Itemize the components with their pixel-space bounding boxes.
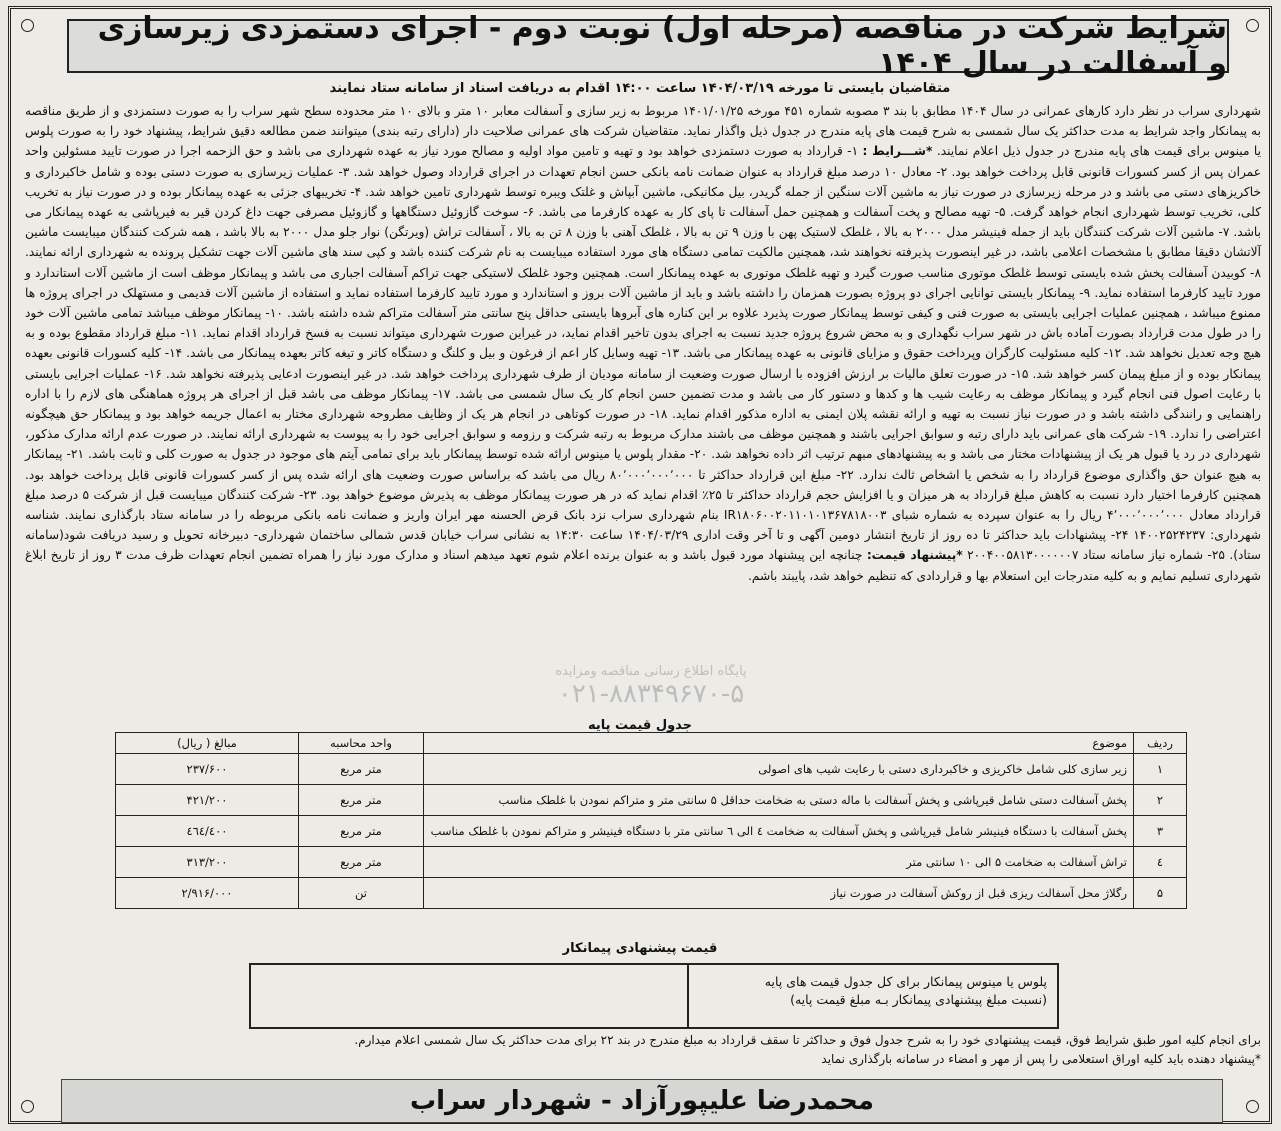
offer-value-field[interactable]	[251, 965, 687, 1027]
signature-text: محمدرضا علیپورآزاد - شهردار سراب	[409, 1086, 875, 1116]
watermark-line1: پایگاه اطلاع رسانی مناقصه ومزایده	[555, 664, 747, 679]
footer-notes	[25, 1031, 1261, 1069]
row-number: ۱	[1134, 754, 1187, 785]
row-number: ۳	[1134, 816, 1187, 847]
row-subject: پخش آسفالت با دستگاه فینیشر شامل قیرپاشی و پخش آسفالت به ضخامت ٤ الی ٦ سانتی متر با دستگاه فینیشر و متراکم نمودن با غلطک مناسب	[424, 816, 1134, 847]
watermark	[451, 664, 851, 709]
offer-label	[687, 965, 1057, 1027]
row-number: ۵	[1134, 878, 1187, 909]
table-header-row	[116, 733, 1187, 754]
conditions-text: ۱- قرارداد به صورت دستمزدی خواهد بود و تهیه و تامین مواد اولیه و مصالح مورد نیاز به عهده شهرداری می باشد و حق الزحمه اجرا در صورت تایید مسئولین واحد عمران پس از کسر کسورات قانونی قابل پرداخت خواهد بود. ۲- معادل ۱۰ درصد مبلغ قرارداد به عنوان ضمانت نامه بانکی حسن انجام تعهدات در اجرای قرارداد وصول خواهد شد. ۳- عملیات زیرسازی به صورت دستی بوده و شامل خاکبرداری و خاکریزهای دستی می باشد و در مرحله زیرسازی در صورت نیاز به ماشین آلات سنگین از جمله گریدر، بیل مکانیکی، ماشین آبپاش و غلتک ویبره توسط شهرداری تامین خواهد شد. ۴- تخریبهای جزئی به عهده پیمانکار بوده و در صورت نیاز به تخریب کلی، تخریب توسط شهرداری انجام خواهد گرفت. ۵- تهیه مصالح و پخت آسفالت و همچنین حمل آسفالت تا پای کار به عهده کارفرما می باشد. ۶- سوخت گازوئیل دستگاهها و گازوئیل مصرفی جهت داغ کردن قیر به فیرپاشی به عهده پیمانکار می باشد. ۷- ماشین آلات شرکت کنندگان باید از جمله فینیشر مدل ۲۰۰۰ به بالا ، غلطک لاستیک پهن با وزن ۹ تن به بالا ، غلطک آهنی با وزن ۸ تن به بالا ، آسفالت تراش (ویرتگن) نوار جلو مدل ۲۰۰۰ به بالا باشد ، همه شرکت کنندگان میبایست ماشین آلاتشان دقیقا مطابق با مشخصات اعلامی باشد، در غیر اینصورت پذیرفته نخواهند شد، همچنین مالکیت تمامی دستگاه های مورد استفاده میبایست به نام شرکت کننده باشد و کپی سند های ماشین آلات جهت تشکیل پرونده به شهرداری ارائه نمایند. ۸- کوبیدن آسفالت پخش شده بایستی توسط غلطک موتوری مناسب صورت گیرد و تهیه غلطک موتوری به عهده پیمانکار است. همچنین وجود غلطک لاستیکی جهت تراکم آسفالت اجباری می باشد و پیمانکار موظف است از ماشین آلات استاندارد و مورد تایید کارفرما استفاده نماید. ۹- پیمانکار بایستی توانایی اجرای دو پروژه بصورت همزمان را داشته باشد و باید از ماشین آلات بروز و استاندارد و مورد تایید کارفرما استفاده نماید و استفاده از ماشین آلات قدیمی و مستهلک در اجرای پروژه ها ممنوع میباشد ، همچنین عملیات اجرایی بایستی به صورت فنی و کیفی توسط پیمانکار صورت پذیرد علاوه بر این کناره های آبروها بایستی حداقل پنج سانتی متر آسفالت متراکم شده داشته باشد. ۱۰- پیمانکار موظف میباشد تمامی ماشین آلات خود را در طول مدت قرارداد بصورت آماده باش در شهر سراب نگهداری و به محض شروع پروژه جدید نسبت به اجرای بدون تاخیر اقدام نماید، در غیراین صورت شهرداری میتواند نسبت به فسخ قرارداد اقدام نماید. ۱۱- مبلغ قرارداد مقطوع بوده و به هیچ وجه تعدیل نخواهد شد. ۱۲- کلیه مسئولیت کارگران وپرداخت حقوق و مزایای قانونی به عهده پیمانکار می باشد. ۱۳- تهیه وسایل کار اعم از فرغون و بیل و کلنگ و دستگاه کاتر و تیغه کاتر بعهده پیمانکار می باشد. ۱۴- کلیه کسورات قانونی بعهده پیمانکار بوده و از مبلغ پیمان کسر خواهد شد. ۱۵- در صورت تعلق مالیات بر ارزش افزوده با ارسال صورت وضعیت از سامانه مودیان از طرف شهرداری پرداخت خواهد شد. در غیر اینصورت ادعایی پذیرفته نخواهد شد. ۱۶- عملیات اجرایی بایستی با رعایت اصول فنی انجام گیرد و پیمانکار موظف به رعایت شیب ها و کدها و دستور کار می باشد و مدت تضمین حسن انجام کار یک سال شمسی می باشد. ۱۷- پیمانکار موظف می باشد قبل از اجرای هر پروژه هماهنگی های لازم را با اداره راهنمایی و رانندگی داشته باشد و در صورت نیاز نسبت به تهیه و ارائه نقشه پلان ایمنی به اداره مذکور اقدام نماید. ۱۸- در صورت کوتاهی در انجام هر یک از وظایف مطروحه شهرداری مختار به اعمال جریمه خواهد بود و پیمانکار حق هیچگونه اعتراضی را ندارد. ۱۹- شرکت های عمرانی باید دارای رتبه و سوابق اجرایی باشند و همچنین موظف می باشند مدارک مربوط به رتبه شرکت و رزومه و سوابق اجرایی خود را به پیوست به شهرداری ارائه نمایند. در صورت عدم ارائه مدارک مذکور، شهرداری در رد یا قبول هر یک از پیشنهادات مختار می باشد و به پیشنهادهای مبهم ترتیب اثر داده نخواهد شد. ۲۰- مقدار پلوس یا مینوس ارائه شده توسط پیمانکار باید برای تمامی آیتم های موجود در جدول به صورت کلی و ثابت باشد. ۲۱- پیمانکار به هیچ عنوان حق واگذاری موضوع قرارداد را به شخص یا اشخاص ثالث ندارد. ۲۲- مبلغ این قرارداد حداکثر تا ۸۰٬۰۰۰٬۰۰۰٬۰۰۰ ریال می باشد که براساس صورت وضعیت های ارائه شده پس از کسر کسورات قانونی قابل پرداخت خواهد بود. همچنین کارفرما اختیار دارد نسبت به کاهش مبلغ قرارداد به هر میزان و یا افزایش حجم قرارداد حداکثر تا ۲۵٪ اقدام نماید که در هر صورت پیمانکار موظف به پذیرش موضوع خواهد بود. ۲۳- شرکت کنندگان میبایست قبل از شرکت ۵ درصد مبلغ قرارداد معادل ۴٬۰۰۰٬۰۰۰٬۰۰۰ ریال را به عنوان سپرده به شماره شبای IR۱۸۰۶۰۰۲۰۱۱۰۱۰۱۳۶۷۸۱۸۰۰۳ بنام شهرداری سراب نزد بانک قرض الحسنه مهر ایران واریز و ضمانت نامه بانکی مربوطه را در سامانه ستاد بارگذاری نمایند. شناسه شهرداری: ۱۴۰۰۲۵۲۴۲۳۷ ۲۴- پیشنهادات باید حداکثر تا ده روز از تاریخ انتشار دومین آگهی و تا آخر وقت اداری ۱۴۰۴/۰۳/۲۹ ساعت ۱۴:۳۰ به نشانی سراب خیابان قدس شمالی ساختمان شهرداری- دبیرخانه تحویل و رسید دریافت شود(سامانه ستاد). ۲۵- شماره نیاز سامانه ستاد ۲۰۰۴۰۰۵۸۱۳۰۰۰۰۰۰۷	[25, 144, 1262, 563]
watermark-phone: ۰۲۱-۸۸۳۴۹۶۷۰-۵	[557, 679, 745, 709]
offer-label-line1: پلوس یا مینوس پیمانکار برای کل جدول قیمت های پایه	[764, 974, 1047, 989]
row-unit: متر مربع	[299, 785, 424, 816]
row-unit: متر مربع	[299, 754, 424, 785]
proposal-text: چنانچه این پیشنهاد مورد قبول باشد و به عنوان برنده اعلام شوم تعهد میدهم اسناد و مدارک مورد نیاز را همراه تضمین انجام تعهدات ظرف مدت ۳ روز از تاریخ ابلاغ شهرداری تسلیم نمایم و به کلیه مندرجات این استعلام بها و قراردادی که تنظیم خواهد شد، پایبند باشم.	[25, 548, 1261, 583]
header-amount: مبالغ ( ریال)	[116, 733, 299, 754]
row-subject: رگلاژ محل آسفالت ریزی قبل از روکش آسفالت در صورت نیاز	[424, 878, 1134, 909]
table-row	[116, 754, 1187, 785]
footer-line1: برای انجام کلیه امور طبق شرایط فوق، قیمت پیشنهادی خود را به شرح جدول فوق و حداکثر تا سقف قرارداد به مبلغ مندرج در بند ۲۲ برای مدت حداکثر یک سال شمسی اعلام میدارم.	[354, 1033, 1261, 1047]
table-row	[116, 847, 1187, 878]
price-table-title: جدول قیمت پایه	[587, 718, 693, 733]
row-amount: ۲/۹۱۶/۰۰۰	[116, 878, 299, 909]
row-amount: ۴۲۱/۲۰۰	[116, 785, 299, 816]
row-unit: متر مربع	[299, 847, 424, 878]
row-subject: تراش آسفالت به ضخامت ۵ الی ۱۰ سانتی متر	[424, 847, 1134, 878]
row-subject: پخش آسفالت دستی شامل قیرپاشی و پخش آسفالت با ماله دستی به ضخامت حداقل ۵ سانتی متر و متراکم نمودن با غلطک مناسب	[424, 785, 1134, 816]
row-unit: متر مربع	[299, 816, 424, 847]
ornament-circle-icon	[1246, 19, 1259, 32]
deadline-subtitle: متقاضیان بایستی تا مورخه ۱۴۰۴/۰۳/۱۹ ساعت ۱۴:۰۰ اقدام به دریافت اسناد از سامانه ستاد نمایند	[329, 81, 951, 96]
price-table	[115, 732, 1187, 909]
footer-line2: *پیشنهاد دهنده باید کلیه اوراق استعلامی را پس از مهر و امضاء در سامانه بارگذاری نماید	[821, 1052, 1261, 1066]
row-amount: ۳۱۳/۲۰۰	[116, 847, 299, 878]
header-row-number: ردیف	[1134, 733, 1187, 754]
ornament-circle-icon	[1246, 1100, 1259, 1113]
signature-bar	[61, 1079, 1223, 1123]
table-row	[116, 878, 1187, 909]
ornament-circle-icon	[21, 1100, 34, 1113]
row-subject: زیر سازی کلی شامل خاکریزی و خاکبرداری دستی با رعایت شیب های اصولی	[424, 754, 1134, 785]
row-amount: ۲۳۷/۶۰۰	[116, 754, 299, 785]
proposal-label: *پیشنهاد قیمت:	[866, 548, 963, 563]
header-unit: واحد محاسبه	[299, 733, 424, 754]
title-banner	[67, 11, 1229, 81]
row-number: ٤	[1134, 847, 1187, 878]
page-title: شرایط شرکت در مناقصه (مرحله اول) نوبت دوم - اجرای دستمزدی زیرسازی و آسفالت در سال ۱۴۰۴	[97, 11, 1227, 81]
intro-paragraph: شهرداری سراب در نظر دارد کارهای عمرانی در سال ۱۴۰۴ مطابق با بند ۳ مصوبه شماره ۴۵۱ مورخه ۱۴۰۱/۰۱/۲۵ مربوط به زیر سازی و آسفالت معابر ۱۰ متر و بالای ۱۰ متر محدوده سطح شهر سراب را به صورت دستمزدی و از طریق مناقصه به پیمانکار واجد شرایط به مدت حداکثر یک سال شمسی به شرح قیمت های پایه مندرج در جدول ذیل واگذار نماید. متقاضیان شرکت های عمرانی صلاحیت دار (دارای رتبه بندی) میتوانند ضمن مطالعه دقیق شرایط، پیشنهاد خود را به صورت پلوس یا مینوس برای قیمت های پایه مندرج در جدول ذیل اعلام نمایند.	[25, 104, 1262, 159]
ornament-circle-icon	[21, 19, 34, 32]
row-number: ۲	[1134, 785, 1187, 816]
header-subject: موضوع	[424, 733, 1134, 754]
table-row	[116, 816, 1187, 847]
conditions-label: *شـــرایط :	[862, 144, 933, 159]
conditions-body	[25, 101, 1261, 586]
notice-page	[8, 6, 1272, 1124]
offer-box	[249, 963, 1059, 1029]
row-amount: ٤٦٤/٤٠٠	[116, 816, 299, 847]
offer-label-line2: (نسبت مبلغ پیشنهادی پیمانکار بـه مبلغ قیمت پایه)	[790, 992, 1047, 1007]
offer-title: قیمت پیشنهادی پیمانکار	[562, 941, 718, 956]
row-unit: تن	[299, 878, 424, 909]
table-row	[116, 785, 1187, 816]
